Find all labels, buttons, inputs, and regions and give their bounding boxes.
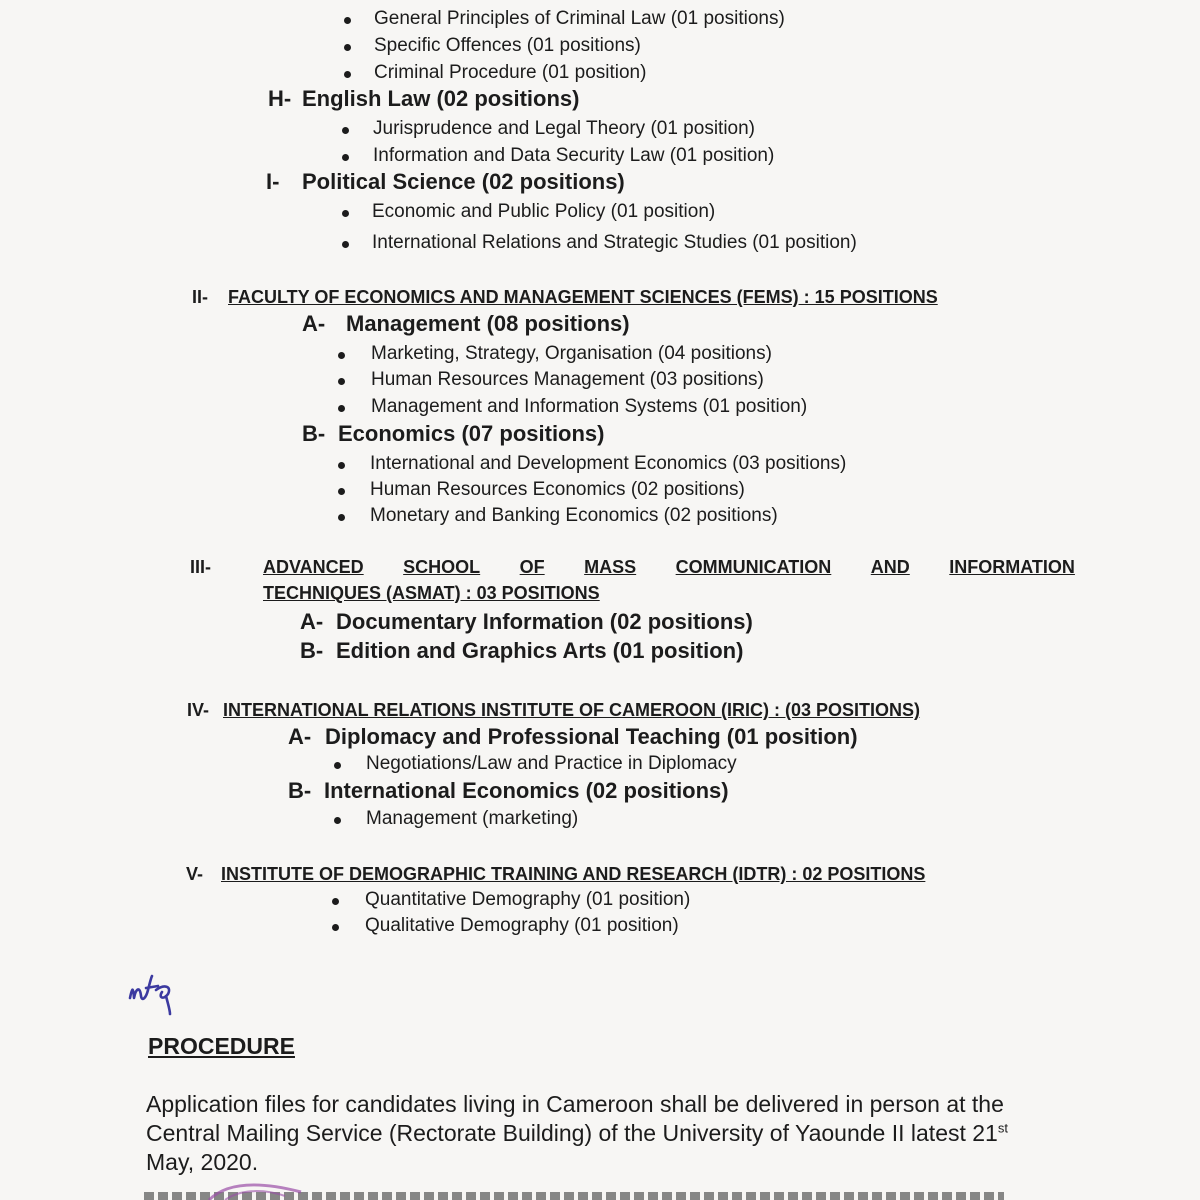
paragraph-line: Central Mailing Service (Rectorate Building) of the University of Yaounde II latest 21st (146, 1120, 1008, 1146)
paragraph-line: May, 2020. (146, 1149, 259, 1175)
handwritten-note-icon (124, 968, 194, 1018)
stamp-icon (205, 1178, 305, 1200)
heading-word: ADVANCED (263, 557, 364, 577)
heading-word: OF (519, 557, 545, 577)
cut-off-heading-fragment (690, 0, 870, 4)
section-heading-asmat: III- ADVANCED SCHOOL OF MASS COMMUNICATION AND INFORMATION (190, 557, 1075, 577)
heading-word: COMMUNICATION (675, 557, 832, 577)
paragraph-line: Application files for candidates living in Cameroon shall be delivered in person at the (146, 1091, 1004, 1117)
procedure-heading: PROCEDURE (148, 1033, 295, 1059)
heading-word: AND (870, 557, 910, 577)
heading-word: INFORMATION (949, 557, 1075, 577)
document-page: General Principles of Criminal Law (01 positions) Specific Offences (01 positions) Criminal Procedure (01 position) H- English Law (02 positions) Jurisprudence and Legal Theory (01 position) Information and Data Security Law (01 position) I- Political Science (02 positions) Economic and Public Policy (01 position) International Relations and Strategic Studies (01 position) II- FACULTY OF ECONOMICS AND MANAGEMENT SCIENCES (FEMS) : 15 POSITIONS A- Management (08 positions) Marketing, Strategy, Organisation (04 positions) Human Resources Management (03 positions) Management and Information Systems (01 position) B- Economics (07 positions) International and Development Economics (03 positions) Human Resources Economics (02 positions) Monetary and Banking Economics (02 positions) III- ADVANCED SCHOOL OF MASS COMMUNICATION AND INFORMATION TECHNIQUES (ASMAT) : 03 POSITIONS A- Documentary Information (02 positions) B- Edition and Graphics Arts (01 position) IV- INTERNATIONAL RELATIONS INSTITUTE OF CAMEROON (IRIC) : (03 POSITIONS) A- Diplomacy and Professional Teaching (01 position) Negotiations/Law and Practice in Diplomacy B- International Economics (02 positions) Management (marketing) V- INSTITUTE OF DEMOGRAPHIC TRAINING AND RESEARCH (IDTR) : 02 POSITIONS Quantitative Demography (01 position) Qualitative Demography (01 position) PROCEDURE Application files for candidates living in Cameroon shall be delivered in person at the Central Mailing Service (Rectorate Building) of the University of Yaounde II latest 21st May, 2020. (0, 0, 1200, 1200)
procedure-paragraph (146, 1090, 1076, 1180)
heading-word: SCHOOL (403, 557, 481, 577)
heading-word: MASS (584, 557, 637, 577)
